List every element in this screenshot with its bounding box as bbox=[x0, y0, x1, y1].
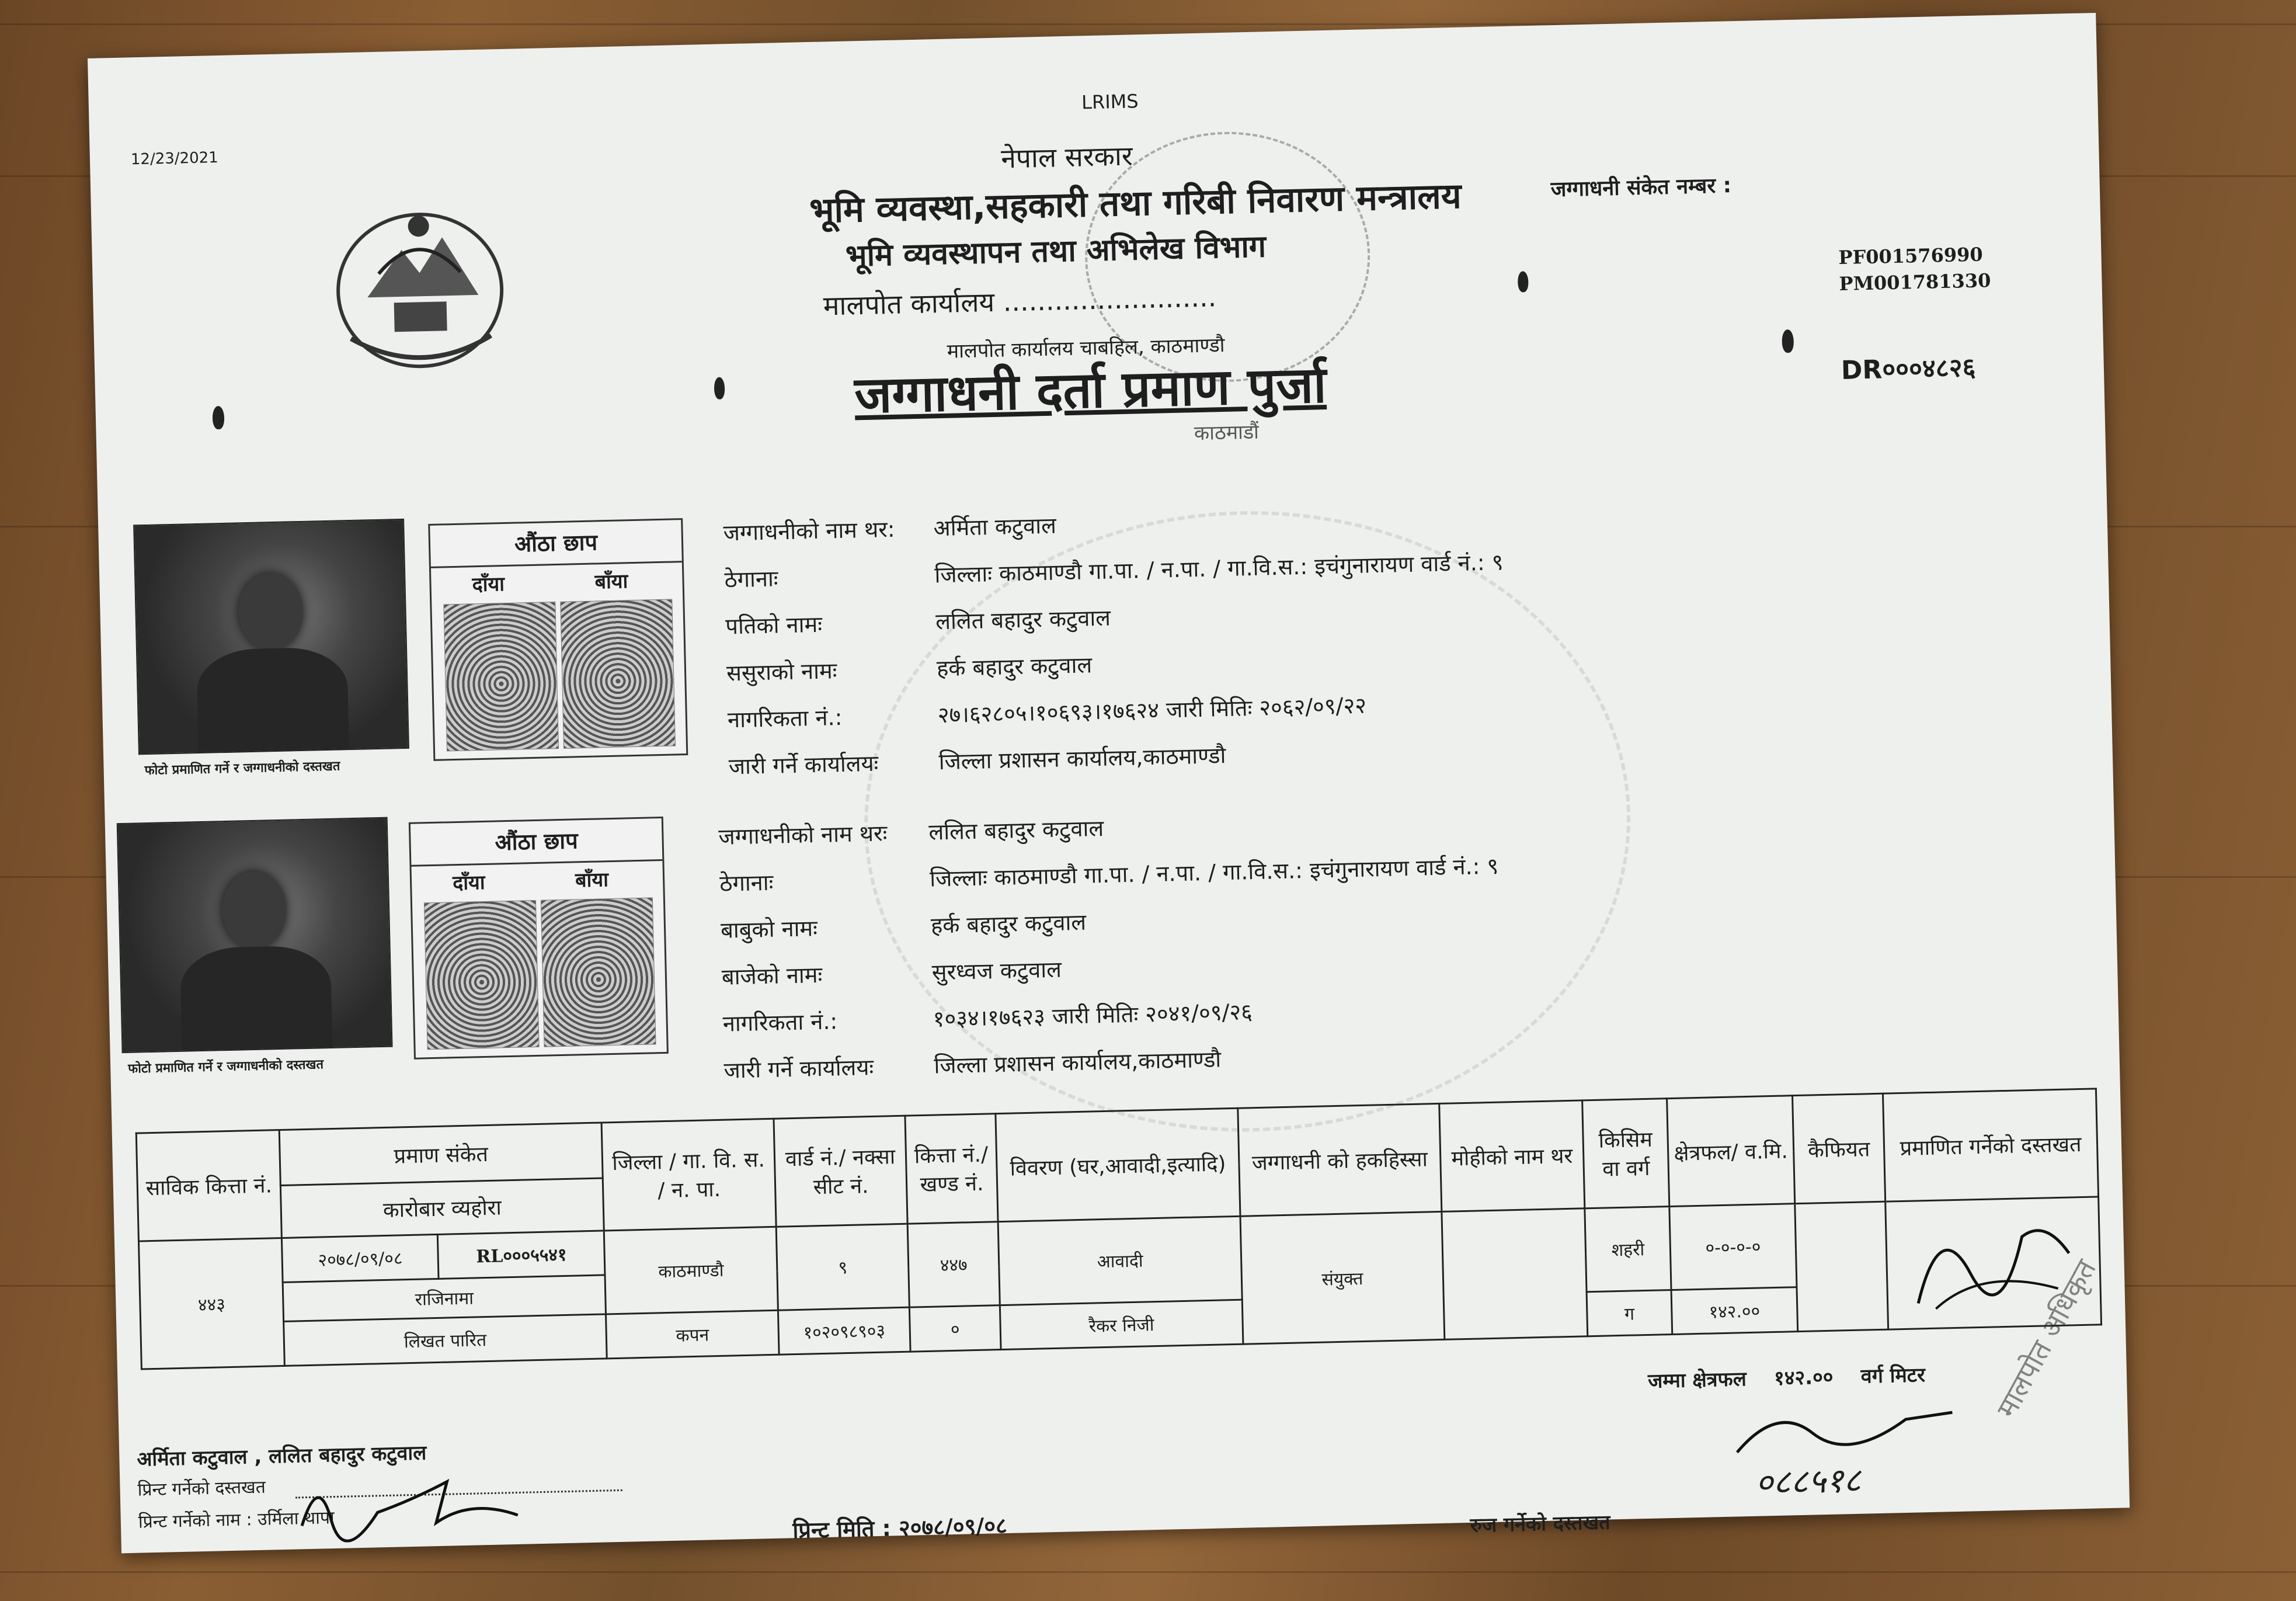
col-header-kisim: किसिम वा वर्ग bbox=[1582, 1099, 1669, 1208]
print-sign-label: प्रिन्ट गर्नेको दस्तखत bbox=[137, 1477, 266, 1501]
owner-number-label: जग्गाधनी संकेत नम्बर : bbox=[1550, 173, 1732, 202]
cell-area1: ०-०-०-० bbox=[1669, 1204, 1797, 1290]
cell-ward: ९ bbox=[776, 1224, 909, 1310]
cell-sabik: ४४३ bbox=[138, 1238, 284, 1369]
thumbprint-title: औंठा छाप bbox=[411, 818, 663, 867]
officer-stamp: मालपोत अधिकृत bbox=[1990, 1254, 2103, 1423]
print-date-stamp: 12/23/2021 bbox=[130, 148, 219, 169]
cell-rl: RL०००५५४१ bbox=[438, 1231, 605, 1279]
owner2-field: जग्गाधनीको नाम थरः ललित बहादुर कटुवाल bbox=[718, 815, 1104, 850]
right-thumbprint bbox=[443, 602, 559, 751]
owner-names: अर्मिता कटुवाल , ललित बहादुर कटुवाल bbox=[136, 1441, 427, 1471]
header-line-office: मालपोत कार्यालय ......................... bbox=[823, 281, 1217, 322]
col-header-bibaran: विवरण (घर,आवादी,इत्यादि) bbox=[996, 1108, 1240, 1221]
dr-code: DR०००४८२६ bbox=[1841, 352, 1976, 386]
owner2-photo-caption: फोटो प्रमाणित गर्ने र जग्गाधनीको दस्तखत bbox=[127, 1057, 324, 1076]
cell-area2: १४२.०० bbox=[1671, 1287, 1798, 1334]
owner2-field: बाबुको नामः हर्क बहादुर कटुवाल bbox=[720, 909, 1087, 943]
thumb-left-label: बाँया bbox=[594, 569, 628, 594]
col-header-karobar: कारोबार व्यहोरा bbox=[280, 1178, 604, 1238]
col-header-chhetrafal: क्षेत्रफल/ व.मि. bbox=[1667, 1096, 1795, 1207]
cell-mohi bbox=[1442, 1208, 1588, 1340]
nepal-emblem-icon bbox=[325, 201, 516, 380]
col-header-sabik: साविक कित्ता नं. bbox=[136, 1130, 281, 1242]
printer-name: प्रिन्ट गर्नेको नाम : उर्मिला थापा bbox=[138, 1508, 335, 1533]
cell-kitta: ४४७ bbox=[907, 1222, 1000, 1307]
cell-kisim1: शहरी bbox=[1585, 1207, 1671, 1292]
cell-hakhissa: संयुक्त bbox=[1240, 1211, 1445, 1344]
code-pm: PM001781330 bbox=[1839, 269, 1991, 296]
owner1-photo-caption: फोटो प्रमाणित गर्ने र जग्गाधनीको दस्तखत bbox=[144, 759, 340, 779]
total-area-value: १४२.०० bbox=[1773, 1365, 1834, 1391]
owner1-field: नागरिकता नं.: २७।६२८०५।१०६९३।१७६२४ जारी मितिः २०६२/०९/२२ bbox=[727, 692, 1367, 733]
punch-mark bbox=[1518, 271, 1529, 292]
system-name: LRIMS bbox=[1081, 90, 1139, 114]
owner1-field: जारी गर्ने कार्यालयः जिल्ला प्रशासन कार्यालय,काठमाण्डौ bbox=[728, 742, 1226, 780]
cell-kisim2: ग bbox=[1587, 1290, 1672, 1336]
cell-jilla: काठमाण्डौ bbox=[604, 1227, 778, 1314]
cell-jilla2: कपन bbox=[606, 1310, 779, 1359]
col-header-hakhissa: जग्गाधनी को हकहिस्सा bbox=[1238, 1103, 1442, 1216]
col-header-mohi: मोहीको नाम थर bbox=[1439, 1100, 1585, 1212]
cell-karobar2: लिखत पारित bbox=[284, 1314, 607, 1366]
owner1-thumbprint-box bbox=[428, 518, 688, 761]
cell-bibaran2: रैकर निजी bbox=[1000, 1300, 1243, 1350]
thumb-right-label: दाँया bbox=[472, 572, 505, 597]
col-header-praman: प्रमाण संकेत bbox=[279, 1123, 603, 1185]
owner2-field: बाजेको नामः सुरध्वज कटुवाल bbox=[721, 956, 1062, 990]
total-area-label: जम्मा क्षेत्रफल bbox=[1647, 1367, 1747, 1393]
certificate-paper bbox=[88, 13, 2130, 1553]
col-header-ward: वार्ड नं./ नक्सा सीट नं. bbox=[774, 1116, 907, 1227]
owner2-photo bbox=[117, 817, 393, 1053]
cell-bibaran1: आवादी bbox=[998, 1216, 1242, 1305]
land-record-table bbox=[135, 1088, 2102, 1370]
col-header-jilla: जिल्ला / गा. वि. स. / न. पा. bbox=[601, 1119, 776, 1231]
verifier-sign-label: रुज गर्नेको दस्तखत bbox=[1470, 1510, 1611, 1537]
verifier-signature-icon bbox=[1730, 1395, 1965, 1464]
cell-karobar1: राजिनामा bbox=[283, 1275, 606, 1321]
owner1-field: ठेगानाः जिल्लाः काठमाण्डौ गा.पा. / न.पा. / गा.वि.स.: इचंगुनारायण वार्ड नं.: ९ bbox=[724, 549, 1504, 593]
left-thumbprint bbox=[560, 599, 676, 749]
col-header-pramanit: प्रमाणित गर्नेको दस्तखत bbox=[1883, 1089, 2098, 1201]
handwritten-number: ०८८५१८ bbox=[1755, 1460, 1862, 1502]
owner1-field: जग्गाधनीको नाम थर: अर्मिता कटुवाल bbox=[723, 512, 1057, 546]
header-line-government: नेपाल सरकार bbox=[1000, 140, 1133, 175]
left-thumbprint bbox=[541, 897, 656, 1047]
thumbprint-title: औंठा छाप bbox=[430, 520, 682, 568]
owner1-field: पतिको नामः ललित बहादुर कटुवाल bbox=[725, 605, 1111, 640]
header-line-ministry: भूमि व्यवस्था,सहकारी तथा गरिबी निवारण मन्त्रालय bbox=[809, 175, 1462, 232]
owner1-photo bbox=[133, 519, 409, 755]
thumb-right-label: दाँया bbox=[452, 870, 486, 895]
code-pf: PF001576990 bbox=[1838, 243, 1984, 269]
cell-sheet: १०२०९८९०३ bbox=[778, 1307, 910, 1355]
printer-signature-icon bbox=[295, 1462, 542, 1543]
punch-mark bbox=[213, 406, 225, 429]
header-line-department: भूमि व्यवस्थापन तथा अभिलेख विभाग bbox=[845, 229, 1267, 274]
right-thumbprint bbox=[424, 900, 540, 1050]
owner2-thumbprint-box bbox=[409, 817, 669, 1060]
header-line-office-name: मालपोत कार्यालय चाबहिल, काठमाण्डौ bbox=[947, 333, 1225, 363]
punch-mark bbox=[1782, 329, 1794, 353]
cell-kaifiyat bbox=[1795, 1201, 1888, 1331]
total-area-unit: वर्ग मिटर bbox=[1860, 1363, 1926, 1388]
total-area-row bbox=[1648, 1360, 1926, 1394]
col-header-kaifiyat: कैफियत bbox=[1793, 1093, 1885, 1203]
cell-date: २०७८/०९/०८ bbox=[281, 1234, 439, 1282]
cell-khanda: ० bbox=[909, 1305, 1001, 1352]
col-header-kitta: कित्ता नं./ खण्ड नं. bbox=[905, 1114, 998, 1224]
punch-mark bbox=[714, 377, 725, 399]
stamp-city: काठमाडौं bbox=[1194, 420, 1260, 446]
thumb-left-label: बाँया bbox=[575, 868, 609, 892]
print-date: प्रिन्ट मिति : २०७८/०९/०८ bbox=[792, 1512, 1008, 1544]
owner2-field: ठेगानाः जिल्लाः काठमाण्डौ गा.पा. / न.पा. / गा.वि.स.: इचंगुनारायण वार्ड नं.: ९ bbox=[719, 853, 1499, 897]
owner1-field: ससुराको नामः हर्क बहादुर कटुवाल bbox=[726, 652, 1093, 686]
certificate-title: जग्गाधनी दर्ता प्रमाण पुर्जा bbox=[854, 356, 1327, 425]
owner2-field: नागरिकता नं.: १०३४।१७६२३ जारी मितिः २०४१/०९/२६ bbox=[722, 999, 1253, 1037]
owner2-field: जारी गर्ने कार्यालयः जिल्ला प्रशासन कार्यालय,काठमाण्डौ bbox=[723, 1046, 1222, 1083]
